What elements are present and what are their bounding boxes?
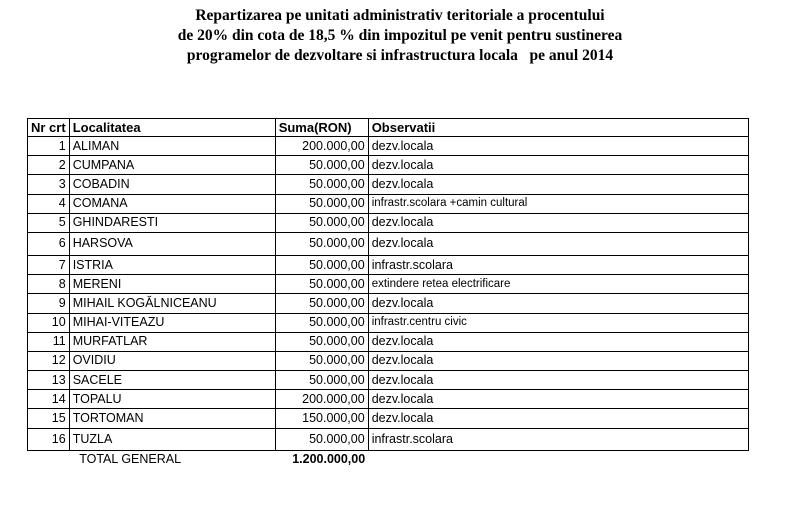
row-suma: 50.000,00 xyxy=(275,232,368,255)
table-row xyxy=(28,371,749,390)
row-localitate: CUMPANA xyxy=(69,156,275,175)
table-row xyxy=(28,255,749,274)
row-suma: 50.000,00 xyxy=(275,175,368,194)
document-title xyxy=(0,6,800,66)
title-line-1: Repartizarea pe unitati administrativ teritoriale a procentului xyxy=(195,7,605,24)
table-row xyxy=(28,175,749,194)
row-nr: 3 xyxy=(28,175,70,194)
row-suma: 150.000,00 xyxy=(275,409,368,428)
row-observatii: infrastr.scolara xyxy=(368,255,748,274)
row-localitate: TUZLA xyxy=(69,428,275,450)
row-nr: 15 xyxy=(28,409,70,428)
row-suma: 50.000,00 xyxy=(275,194,368,213)
row-nr: 5 xyxy=(28,213,70,232)
row-observatii: infrastr.scolara xyxy=(368,428,748,450)
row-suma: 50.000,00 xyxy=(275,275,368,294)
row-nr: 13 xyxy=(28,371,70,390)
title-line-3: programelor de dezvoltare si infrastructura locala pe anul 2014 xyxy=(186,47,614,64)
row-suma: 50.000,00 xyxy=(275,371,368,390)
row-localitate: SACELE xyxy=(69,371,275,390)
table-row xyxy=(28,428,749,450)
row-observatii: dezv.locala xyxy=(368,409,748,428)
title-line-2: de 20% din cota de 18,5 % din impozitul pe venit pentru sustinerea xyxy=(177,27,623,44)
row-localitate: MERENI xyxy=(69,275,275,294)
row-nr: 14 xyxy=(28,390,70,409)
row-localitate: OVIDIU xyxy=(69,351,275,370)
row-nr: 7 xyxy=(28,255,70,274)
row-observatii: dezv.locala xyxy=(368,213,748,232)
row-localitate: TORTOMAN xyxy=(69,409,275,428)
total-row xyxy=(28,450,749,469)
table-row xyxy=(28,409,749,428)
row-nr: 1 xyxy=(28,137,70,156)
row-suma: 50.000,00 xyxy=(275,255,368,274)
row-suma: 50.000,00 xyxy=(275,294,368,313)
row-suma: 50.000,00 xyxy=(275,313,368,332)
table-row xyxy=(28,194,749,213)
row-observatii: dezv.locala xyxy=(368,351,748,370)
row-suma: 50.000,00 xyxy=(275,428,368,450)
row-nr: 9 xyxy=(28,294,70,313)
table-row xyxy=(28,137,749,156)
row-observatii: infrastr.scolara +camin cultural xyxy=(368,194,748,213)
row-nr: 10 xyxy=(28,313,70,332)
table-row xyxy=(28,275,749,294)
row-suma: 50.000,00 xyxy=(275,156,368,175)
row-observatii: extindere retea electrificare xyxy=(368,275,748,294)
total-sum: 1.200.000,00 xyxy=(292,452,366,467)
row-localitate: COBADIN xyxy=(69,175,275,194)
row-nr: 8 xyxy=(28,275,70,294)
row-nr: 2 xyxy=(28,156,70,175)
row-localitate: ISTRIA xyxy=(69,255,275,274)
row-localitate: HARSOVA xyxy=(69,232,275,255)
row-observatii: dezv.locala xyxy=(368,175,748,194)
row-nr: 6 xyxy=(28,232,70,255)
row-observatii: dezv.locala xyxy=(368,156,748,175)
table-row xyxy=(28,351,749,370)
table-row xyxy=(28,294,749,313)
table-row xyxy=(28,390,749,409)
row-suma: 200.000,00 xyxy=(275,390,368,409)
row-nr: 11 xyxy=(28,332,70,351)
table-row xyxy=(28,232,749,255)
row-localitate: GHINDARESTI xyxy=(69,213,275,232)
row-localitate: COMANA xyxy=(69,194,275,213)
row-nr: 12 xyxy=(28,351,70,370)
table-row xyxy=(28,332,749,351)
row-suma: 200.000,00 xyxy=(275,137,368,156)
header-localitatea: Localitatea xyxy=(69,119,275,137)
row-observatii: dezv.locala xyxy=(368,371,748,390)
row-observatii: dezv.locala xyxy=(368,332,748,351)
row-observatii: dezv.locala xyxy=(368,137,748,156)
row-observatii: dezv.locala xyxy=(368,232,748,255)
table-row xyxy=(28,213,749,232)
row-localitate: MURFATLAR xyxy=(69,332,275,351)
row-observatii: dezv.locala xyxy=(368,294,748,313)
row-suma: 50.000,00 xyxy=(275,351,368,370)
total-label: TOTAL GENERAL xyxy=(79,452,182,467)
header-nr-crt: Nr crt xyxy=(28,119,70,137)
row-nr: 4 xyxy=(28,194,70,213)
header-suma: Suma(RON) xyxy=(275,119,368,137)
row-observatii: infrastr.centru civic xyxy=(368,313,748,332)
row-localitate: ALIMAN xyxy=(69,137,275,156)
row-localitate: MIHAI-VITEAZU xyxy=(69,313,275,332)
row-suma: 50.000,00 xyxy=(275,213,368,232)
row-localitate: TOPALU xyxy=(69,390,275,409)
table-row xyxy=(28,156,749,175)
row-nr: 16 xyxy=(28,428,70,450)
table-row xyxy=(28,313,749,332)
row-observatii: dezv.locala xyxy=(368,390,748,409)
table-header-row xyxy=(28,119,749,137)
row-suma: 50.000,00 xyxy=(275,332,368,351)
header-observatii: Observatii xyxy=(368,119,748,137)
allocation-table xyxy=(27,118,749,469)
row-localitate: MIHAIL KOGĂLNICEANU xyxy=(69,294,275,313)
